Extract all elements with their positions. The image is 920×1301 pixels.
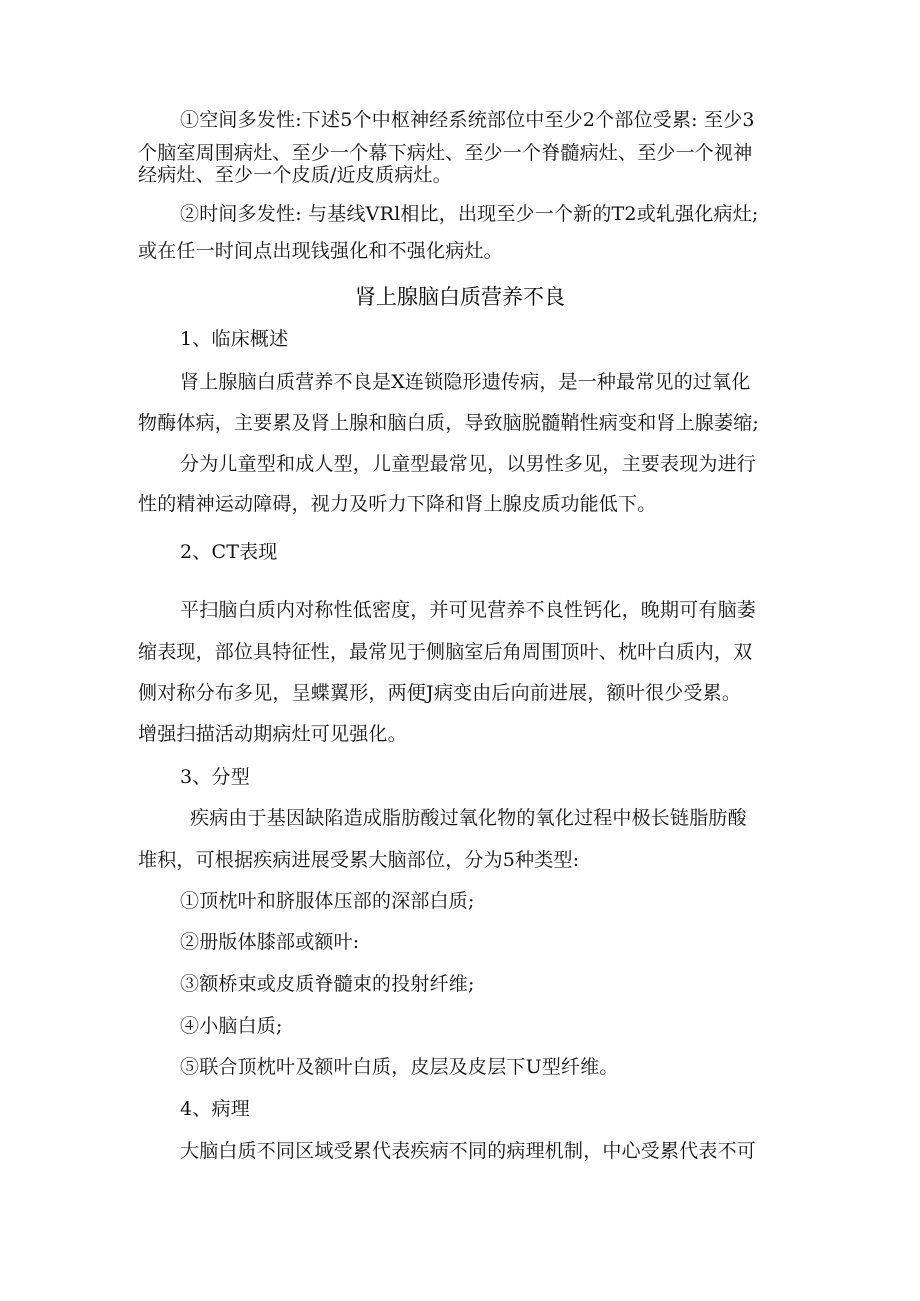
paragraph-line: 平扫脑白质内对称性低密度，并可见营养不良性钙化，晚期可有脑萎 bbox=[180, 599, 757, 621]
paragraph-line: 性的精神运动障碍，视力及听力下降和肾上腺皮质功能低下。 bbox=[138, 493, 657, 515]
section-heading: 1、临床概述 bbox=[180, 328, 289, 350]
paragraph-line: 个脑室周围病灶、至少一个幕下病灶、至少一个脊髓病灶、至少一个视神 bbox=[138, 142, 753, 164]
paragraph-line: 物酶体病，主要累及肾上腺和脑白质，导致脑脱髓鞘性病变和肾上腺萎缩; bbox=[138, 412, 760, 434]
paragraph-line: 经病灶、至少一个皮质/近皮质病灶。 bbox=[138, 164, 452, 186]
list-item: ③额桥束或皮质脊髓束的投射纤维; bbox=[180, 973, 475, 995]
section-heading: 4、病理 bbox=[180, 1098, 250, 1120]
paragraph-line: ②时间多发性: 与基线VRl相比，出现至少一个新的T2或轧强化病灶; bbox=[180, 203, 759, 225]
section-heading: 3、分型 bbox=[180, 766, 250, 788]
list-item: ④小脑白质; bbox=[180, 1015, 283, 1037]
list-item: ①顶枕叶和脐服体压部的深部白质; bbox=[180, 890, 475, 912]
paragraph-line: 缩表现，部位具特征性，最常见于侧脑室后角周围顶叶、枕叶白质内，双 bbox=[138, 641, 753, 663]
paragraph-line: 或在任一时间点出现钱强化和不强化病灶。 bbox=[138, 240, 503, 262]
list-item: ②册版体膝部或额叶: bbox=[180, 931, 360, 953]
paragraph-line: 肾上腺脑白质营养不良是X连锁隐形遗传病，是一种最常见的过氧化 bbox=[180, 371, 751, 393]
paragraph-line: ①空间多发性:下述5个中枢神经系统部位中至少2个部位受累: 至少3 bbox=[180, 109, 755, 131]
paragraph-line: 增强扫描活动期病灶可见强化。 bbox=[138, 723, 407, 745]
paragraph-line: 分为儿童型和成人型，儿童型最常见，以男性多见，主要表现为进行 bbox=[180, 453, 757, 475]
paragraph-line: 疾病由于基因缺陷造成脂肪酸过氧化物的氧化过程中极长链脂肪酸 bbox=[190, 807, 747, 829]
paragraph-line: 侧对称分布多见，呈蝶翼形，两便J病变由后向前进展，额叶很少受累。 bbox=[138, 682, 742, 704]
section-heading: 2、CT表现 bbox=[180, 541, 278, 563]
list-item: ⑤联合顶枕叶及额叶白质，皮层及皮层下U型纤维。 bbox=[180, 1056, 619, 1078]
paragraph-line: 堆积，可根据疾病进展受累大脑部位，分为5种类型: bbox=[138, 849, 580, 871]
paragraph-line: 大脑白质不同区域受累代表疾病不同的病理机制，中心受累代表不可 bbox=[180, 1140, 757, 1162]
section-title: 肾上腺脑白质营养不良 bbox=[355, 285, 565, 309]
